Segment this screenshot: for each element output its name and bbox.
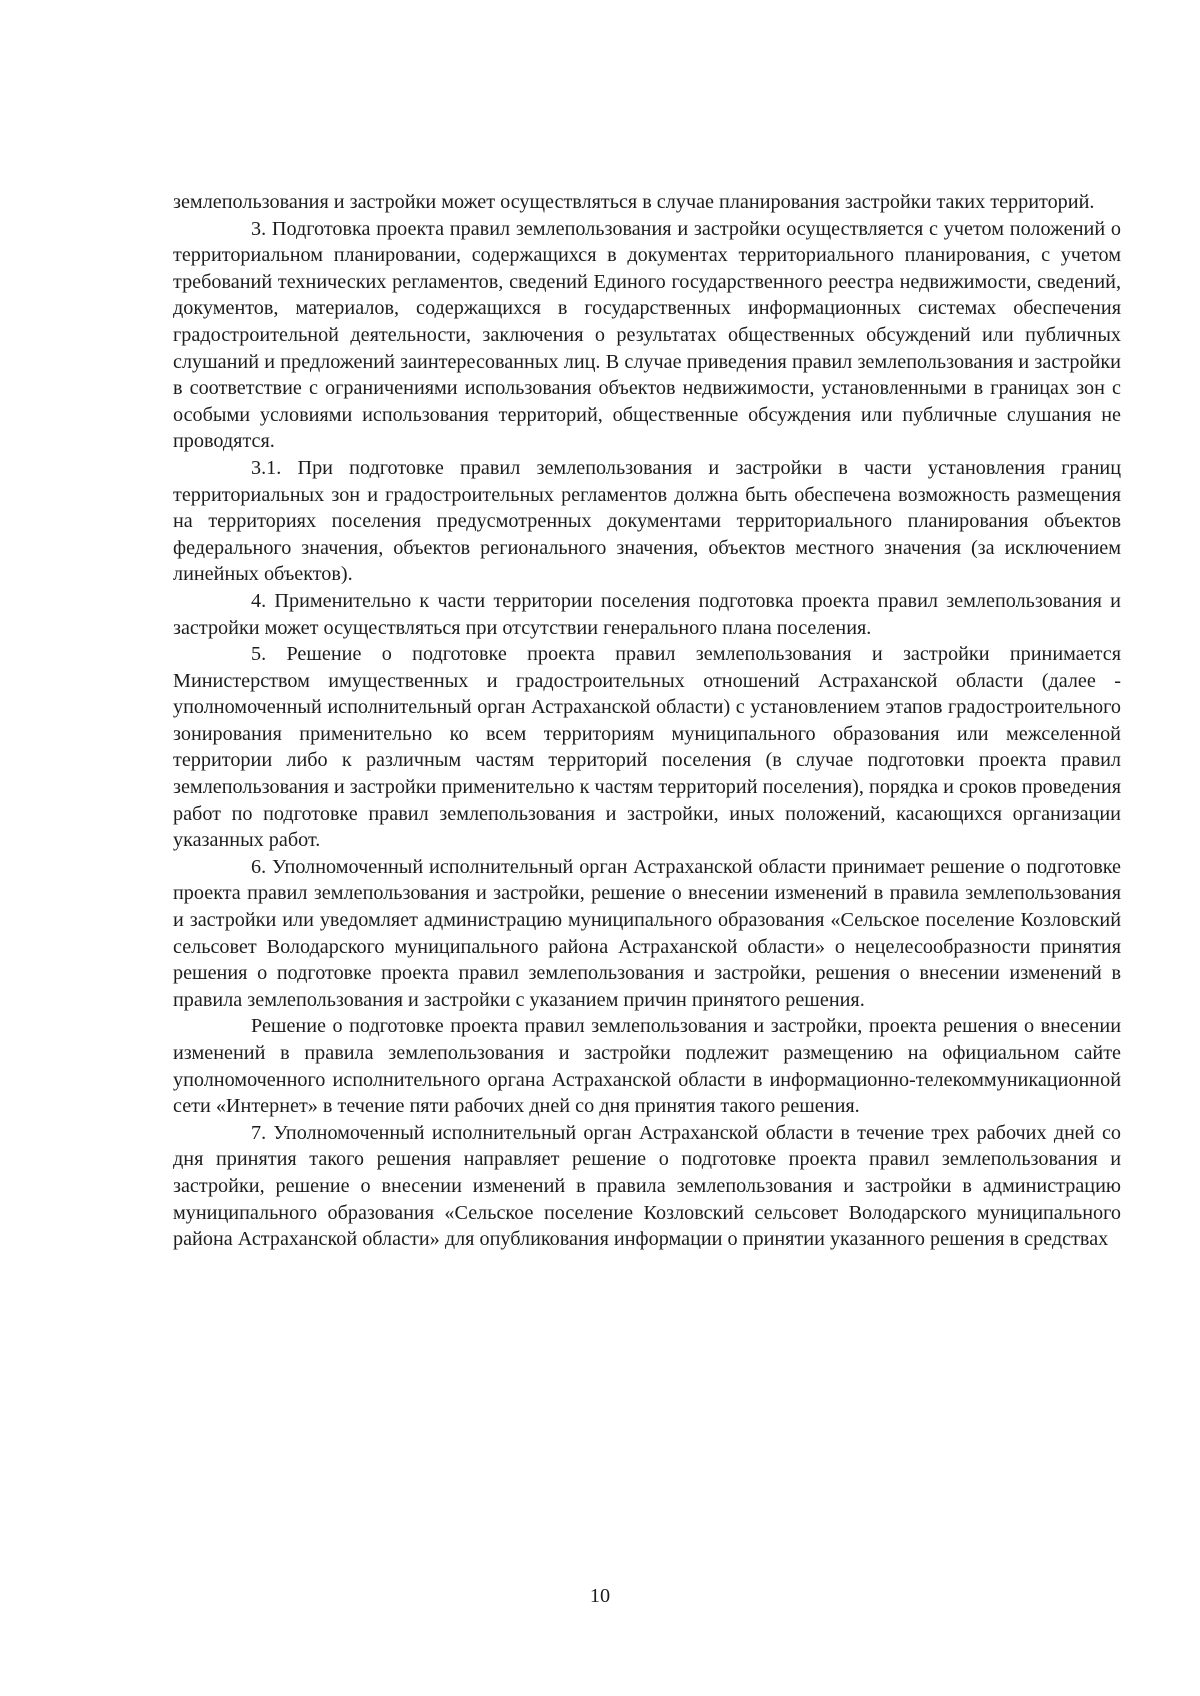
paragraph-item-6: 6. Уполномоченный исполнительный орган Астраханской области принимает решение о подготовке проекта правил землепользования и застройки, решение о внесении изменений в правила землепользования и застройки или уведомляет администрацию муниципального образования «Сельское поселение Козловский сельсовет Володарского муниципального района Астраханской области» о нецелесообразности принятия решения о подготовке проекта правил землепользования и застройки, решения о внесении изменений в правила землепользования и застройки с указанием причин принятого решения. — [173, 855, 1121, 1011]
paragraph-item-3-1: 3.1. При подготовке правил землепользования и застройки в части установления границ территориальных зон и градостроительных регламентов должна быть обеспечена возможность размещения на территориях поселения предусмотренных документами территориального планирования объектов федерального значения, объектов регионального значения, объектов местного значения (за исключением линейных объектов). — [173, 456, 1121, 586]
document-body — [173, 189, 1121, 1253]
paragraph-item-3: 3. Подготовка проекта правил землепользования и застройки осуществляется с учетом положений о территориальном планировании, содержащихся в документах территориального планирования, с учетом требований технических регламентов, сведений Единого государственного реестра недвижимости, сведений, документов, материалов, содержащихся в государственных информационных системах обеспечения градостроительной деятельности, заключения о результатах общественных обсуждений или публичных слушаний и предложений заинтересованных лиц. В случае приведения правил землепользования и застройки в соответствие с ограничениями использования объектов недвижимости, установленными в границах зон с особыми условиями использования территорий, общественные обсуждения или публичные слушания не проводятся. — [173, 217, 1121, 453]
paragraph-item-5: 5. Решение о подготовке проекта правил землепользования и застройки принимается Министерством имущественных и градостроительных отношений Астраханской области (далее - уполномоченный исполнительный орган Астраханской области) с установлением этапов градостроительного зонирования применительно ко всем территориям муниципального образования или межселенной территории либо к различным частям территорий поселения (в случае подготовки проекта правил землепользования и застройки применительно к частям территорий поселения), порядка и сроков проведения работ по подготовке правил землепользования и застройки, иных положений, касающихся организации указанных работ. — [173, 643, 1121, 852]
paragraph-item-6-publication: Решение о подготовке проекта правил землепользования и застройки, проекта решения о внесении изменений в правила землепользования и застройки подлежит размещению на официальном сайте уполномоченного исполнительного органа Астраханской области в информационно-телекоммуникационной сети «Интернет» в течение пяти рабочих дней со дня принятия такого решения. — [173, 1015, 1121, 1118]
page-number: 10 — [589, 1585, 611, 1607]
paragraph-item-7: 7. Уполномоченный исполнительный орган Астраханской области в течение трех рабочих дней со дня принятия такого решения направляет решение о подготовке проекта правил землепользования и застройки, решение о внесении изменений в правила землепользования и застройки в администрацию муниципального образования «Сельское поселение Козловский сельсовет Володарского муниципального района Астраханской области» для опубликования информации о принятии указанного решения в средствах — [173, 1121, 1121, 1251]
paragraph-item-4: 4. Применительно к части территории поселения подготовка проекта правил землепользования и застройки может осуществляться при отсутствии генерального плана поселения. — [173, 589, 1121, 639]
paragraph-continuation: землепользования и застройки может осуществляться в случае планирования застройки таких территорий. — [173, 191, 1095, 213]
